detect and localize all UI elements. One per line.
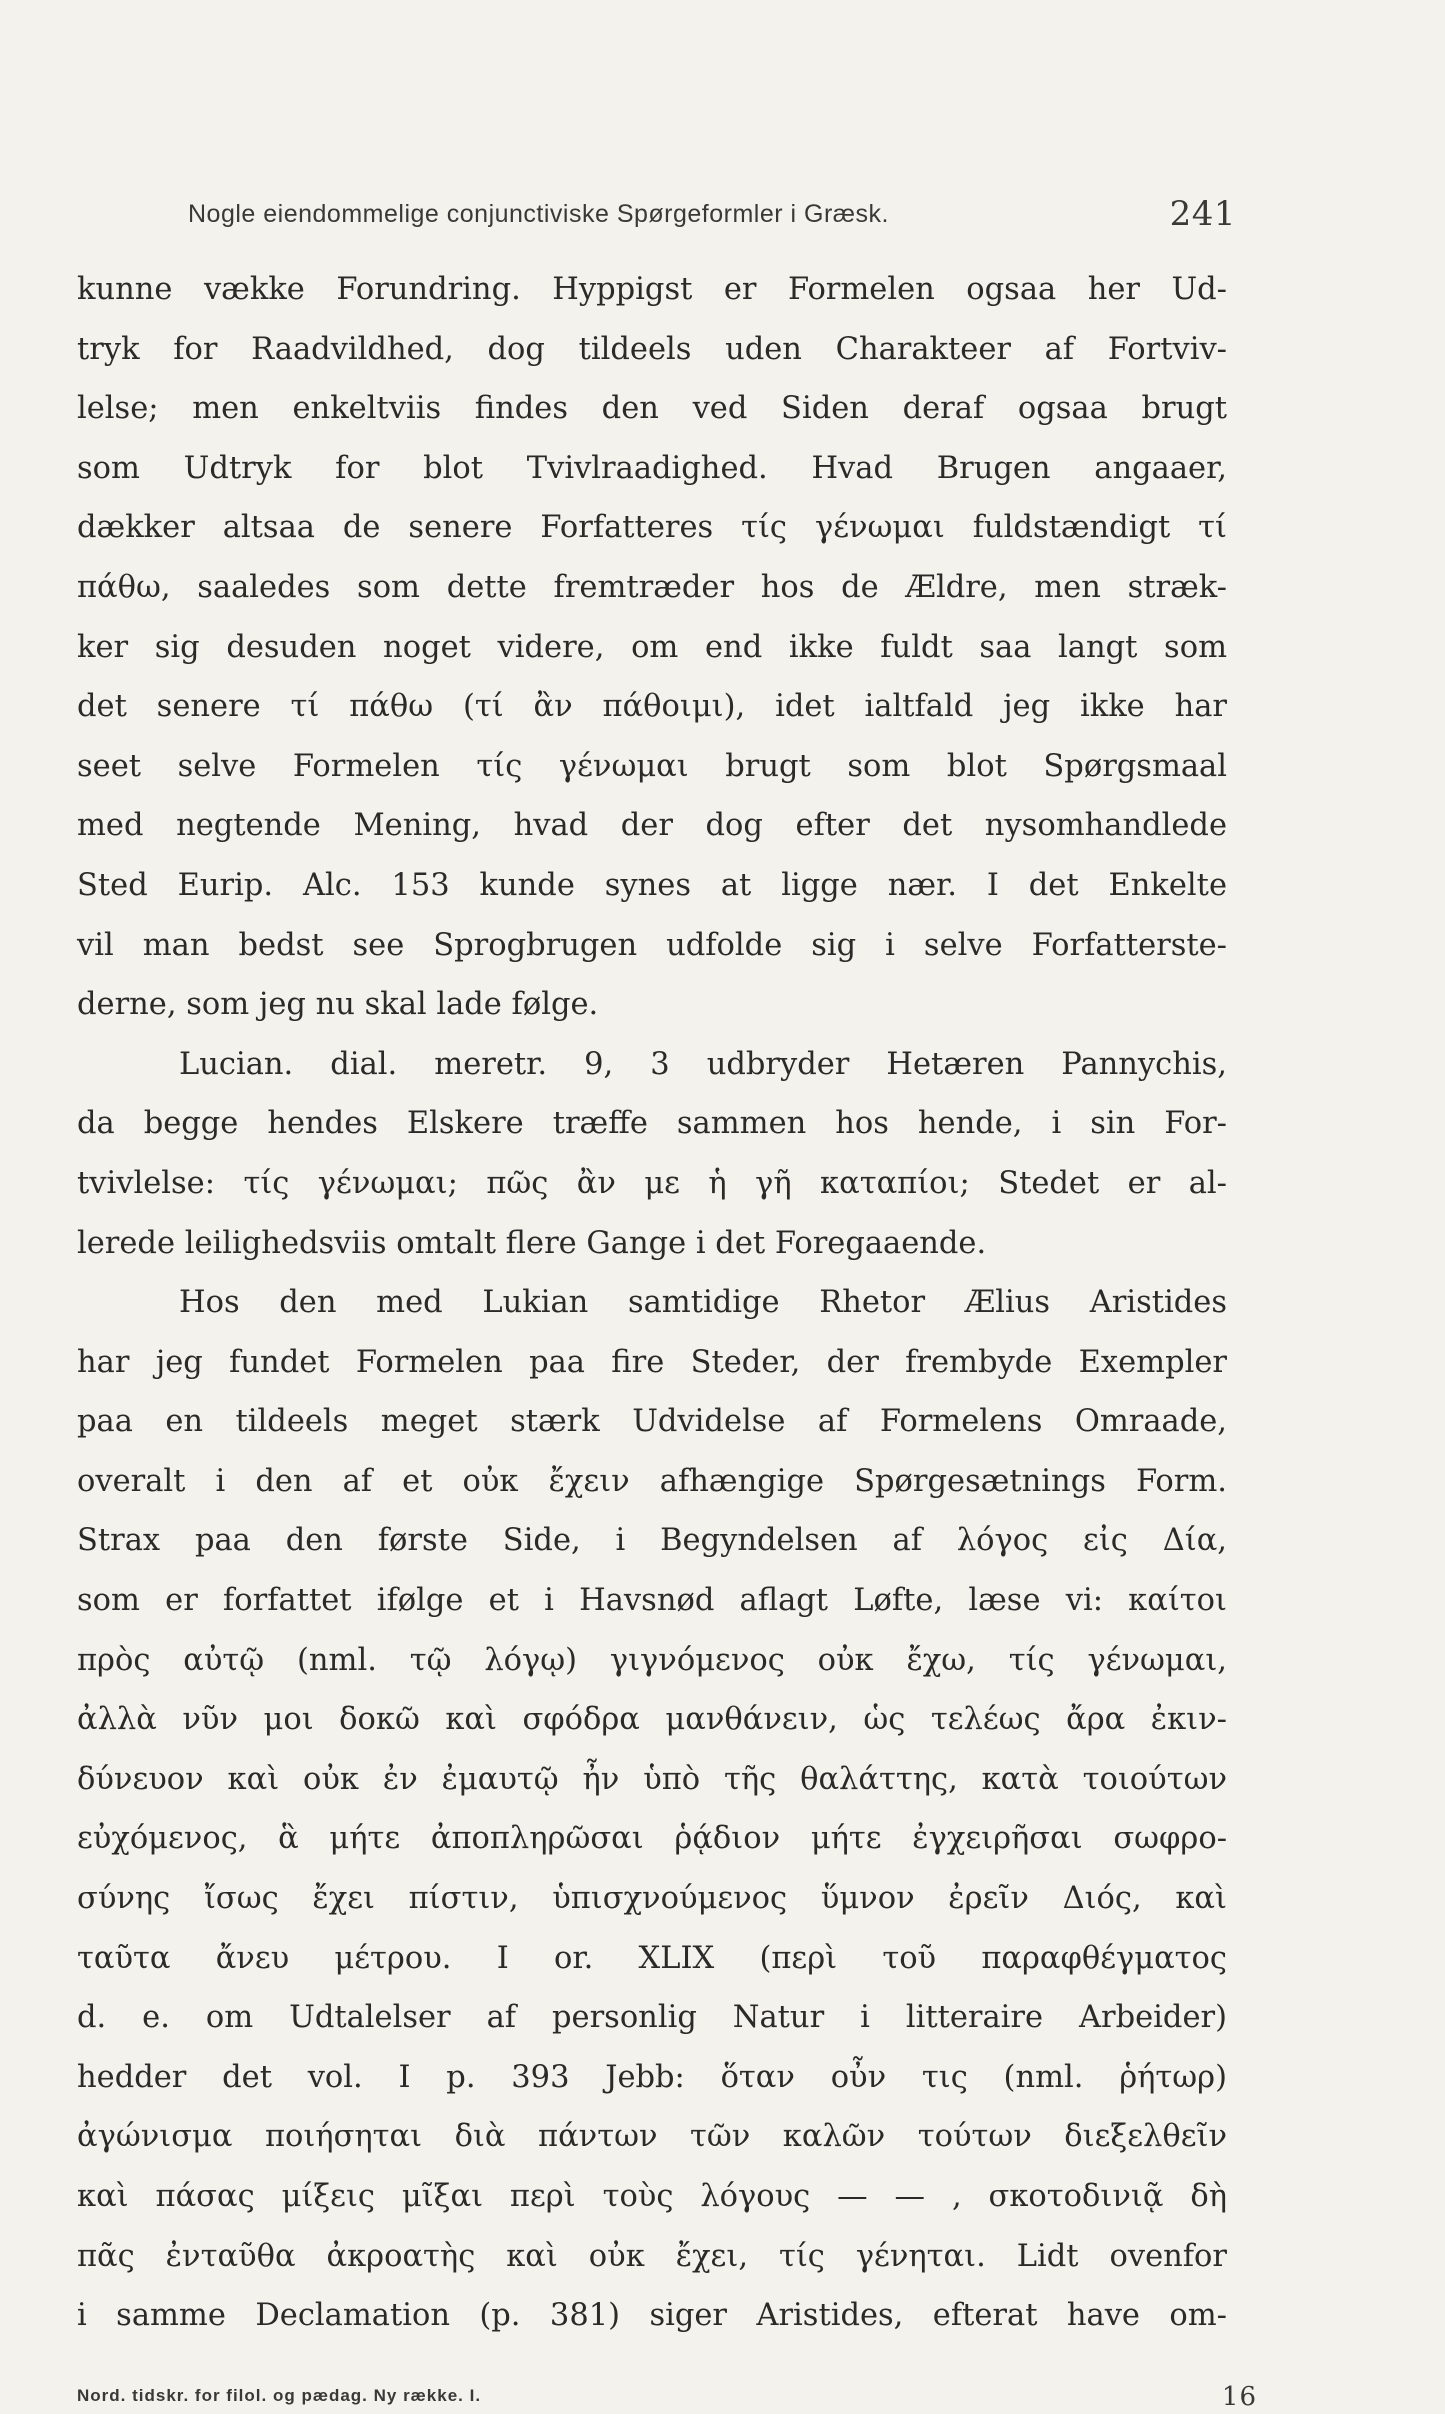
text-line: seet selve Formelen τίς γένωμαι brugt som blot Spørgsmaal xyxy=(77,748,1227,784)
text-line: overalt i den af et οὐκ ἔχειν afhængige Spørgesætnings Form. xyxy=(77,1463,1227,1499)
text-line: hedder det vol. I p. 393 Jebb: ὅταν οὖν τις (nml. ῥήτωρ) xyxy=(77,2059,1227,2095)
text-line: som er forfattet ifølge et i Havsnød aflagt Løfte, læse vi: καίτοι xyxy=(77,1583,1227,1619)
running-title: Nogle eiendommelige conjunctiviske Spørgeformler i Græsk. xyxy=(188,200,889,228)
text-line: det senere τί πάθω (τί ἂν πάθοιμι), idet ialtfald jeg ikke har xyxy=(77,689,1227,725)
text-line: har jeg fundet Formelen paa fire Steder, der frembyde Exempler xyxy=(77,1344,1227,1380)
text-line: med negtende Mening, hvad der dog efter det nysomhandlede xyxy=(77,808,1227,844)
text-line: ἀλλὰ νῦν μοι δοκῶ καὶ σφόδρα μανθάνειν, ὡς τελέως ἄρα ἐκιν- xyxy=(77,1702,1227,1738)
text-line: εὐχόμενος, ἃ μήτε ἀποπληρῶσαι ῥᾴδιον μήτε ἐγχειρῆσαι σωφρο- xyxy=(77,1821,1227,1857)
text-line: σύνης ἴσως ἔχει πίστιν, ὑπισχνούμενος ὕμνον ἐρεῖν Διός, καὶ xyxy=(77,1881,1227,1917)
text-line: som Udtryk for blot Tvivlraadighed. Hvad Brugen angaaer, xyxy=(77,450,1227,486)
page-number: 241 xyxy=(1169,194,1236,234)
text-line: ταῦτα ἄνευ μέτρου. I or. XLIX (περὶ τοῦ παραφθέγματος xyxy=(77,1940,1227,1976)
text-line: d. e. om Udtalelser af personlig Natur i litteraire Arbeider) xyxy=(77,2000,1227,2036)
text-line: i samme Declamation (p. 381) siger Aristides, efterat have om- xyxy=(77,2298,1227,2334)
text-line: paa en tildeels meget stærk Udvidelse af Formelens Omraade, xyxy=(77,1404,1227,1440)
text-line: lerede leilighedsviis omtalt flere Gange i det Foregaaende. xyxy=(77,1225,987,1261)
text-line: Lucian. dial. meretr. 9, 3 udbryder Hetæren Pannychis, xyxy=(179,1046,1227,1082)
text-line: ker sig desuden noget videre, om end ikke fuldt saa langt som xyxy=(77,629,1227,665)
sheet-number: 16 xyxy=(1221,2382,1257,2412)
text-line: πᾶς ἐνταῦθα ἀκροατὴς καὶ οὐκ ἔχει, τίς γένηται. Lidt ovenfor xyxy=(77,2238,1227,2274)
footer-signature: Nord. tidskr. for filol. og pædag. Ny række. I. xyxy=(77,2386,482,2405)
text-line: Sted Eurip. Alc. 153 kunde synes at ligge nær. I det Enkelte xyxy=(77,867,1227,903)
text-line: πρὸς αὐτῷ (nml. τῷ λόγῳ) γιγνόμενος οὐκ ἔχω, τίς γένωμαι, xyxy=(77,1642,1227,1678)
text-line: ἀγώνισμα ποιήσηται διὰ πάντων τῶν καλῶν τούτων διεξελθεῖν xyxy=(77,2119,1227,2155)
text-line: dækker altsaa de senere Forfatteres τίς γένωμαι fuldstændigt τί xyxy=(77,510,1227,546)
text-line: Hos den med Lukian samtidige Rhetor Ælius Aristides xyxy=(179,1285,1227,1321)
text-line: δύνευον καὶ οὐκ ἐν ἐμαυτῷ ἦν ὑπὸ τῆς θαλάττης, κατὰ τοιούτων xyxy=(77,1761,1227,1797)
text-line: da begge hendes Elskere træffe sammen hos hende, i sin For- xyxy=(77,1106,1227,1142)
text-line: Strax paa den første Side, i Begyndelsen af λόγος εἰς Δία, xyxy=(77,1523,1227,1559)
text-line: vil man bedst see Sprogbrugen udfolde sig i selve Forfatterste- xyxy=(77,927,1227,963)
footer xyxy=(77,2382,1257,2412)
text-line: kunne vække Forundring. Hyppigst er Formelen ogsaa her Ud- xyxy=(77,272,1227,307)
text-line: derne, som jeg nu skal lade følge. xyxy=(77,987,599,1023)
text-line: lelse; men enkeltviis findes den ved Siden deraf ogsaa brugt xyxy=(77,391,1227,427)
text-line: πάθω, saaledes som dette fremtræder hos de Ældre, men stræk- xyxy=(77,569,1227,605)
text-line: tvivlelse: τίς γένωμαι; πῶς ἂν με ἡ γῆ καταπίοι; Stedet er al- xyxy=(77,1165,1227,1201)
text-line: tryk for Raadvildhed, dog tildeels uden Charakteer af Fortviv- xyxy=(77,331,1227,367)
body-text xyxy=(77,260,1227,2346)
text-line: καὶ πάσας μίξεις μῖξαι περὶ τοὺς λόγους — — , σκοτοδινιᾷ δὴ xyxy=(77,2179,1227,2214)
